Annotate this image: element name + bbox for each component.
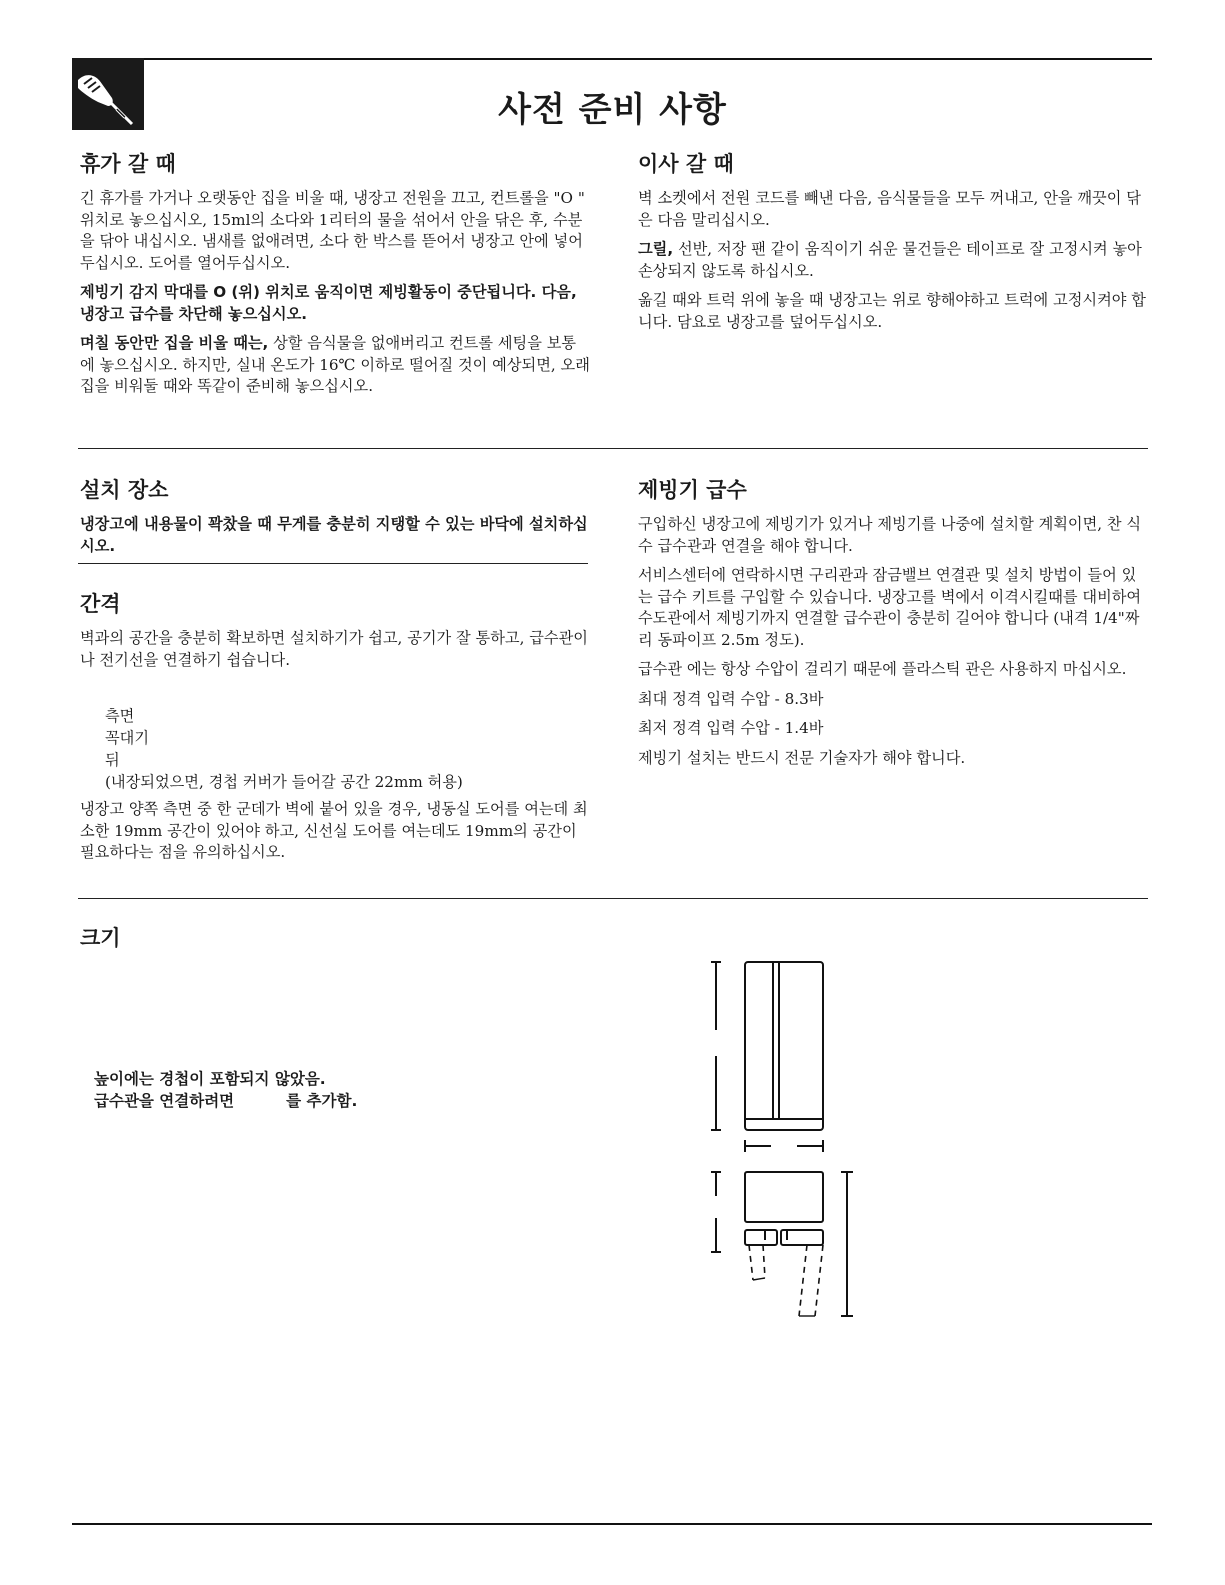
clearance-paragraph-1: 벽과의 공간을 충분히 확보하면 설치하기가 쉽고, 공기가 잘 통하고, 급수관이나 전기선을 연결하기 쉽습니다. [80, 629, 588, 669]
clearance-paragraph-2: 냉장고 양쪽 측면 중 한 군데가 벽에 붙어 있을 경우, 냉동실 도어를 여는데 최소한 19mm 공간이 있어야 하고, 신선실 도어를 여는데도 19mm의 공간이 필요하다는 점을 유의하십시오. [80, 800, 588, 861]
refrigerator-dimension-diagram [705, 950, 865, 1320]
vacation-paragraph-3 [80, 333, 590, 398]
moving-paragraph-2 [638, 239, 1148, 282]
icemaker-paragraph-1: 구입하신 냉장고에 제빙기가 있거나 제빙기를 나중에 설치할 계획이면, 찬 식수 급수관과 연결을 해야 합니다. [638, 515, 1142, 555]
section-divider-2 [78, 898, 1148, 899]
location-heading: 설치 장소 [80, 478, 169, 502]
clearance-item-note: (내장되었으면, 경첩 커버가 들어갈 공간 22mm 허용) [105, 773, 463, 791]
vacation-paragraph-3-lead: 며칠 동안만 집을 비울 때는, [80, 334, 269, 352]
top-rule [72, 58, 1152, 60]
clearance-heading: 간격 [80, 592, 121, 616]
dimensions-note [94, 1068, 357, 1112]
moving-paragraph-1: 벽 소켓에서 전원 코드를 빼낸 다음, 음식물들을 모두 꺼내고, 안을 깨끗이 닦은 다음 말리십시오. [638, 189, 1141, 229]
vacation-paragraph-3-body: 상할 음식물을 없애버리고 컨트롤 세팅을 보통에 놓으십시오. 하지만, 실내 온도가 16℃ 이하로 떨어질 것이 예상되면, 오래 집을 비워둘 때와 똑같이 준비해 놓으십시오. [80, 334, 590, 395]
dimensions-section [80, 922, 590, 962]
icemaker-install-note: 제빙기 설치는 반드시 전문 기술자가 해야 합니다. [638, 748, 966, 767]
vacation-paragraph-1: 긴 휴가를 가거나 오랫동안 집을 비울 때, 냉장고 전원을 끄고, 컨트롤을 "O " 위치로 놓으십시오, 15ml의 소다와 1리터의 물을 섞어서 안을 닦은 후, 수분을 닦아 내십시오. 냄새를 없애려면, 소다 한 박스를 뜯어서 냉장고 안에 넣어 두십시오. 도어를 열어두십시오. [80, 189, 585, 272]
dimensions-note-water-a: 급수관을 연결하려면 [94, 1092, 235, 1110]
vacation-heading: 휴가 갈 때 [80, 152, 176, 176]
moving-paragraph-3: 옮길 때와 트럭 위에 놓을 때 냉장고는 위로 향해야하고 트럭에 고정시켜야 합니다. 담요로 냉장고를 덮어두십시오. [638, 291, 1146, 331]
clearance-item-top: 꼭대기 [105, 729, 150, 747]
location-paragraph: 냉장고에 내용물이 꽉찼을 때 무게를 충분히 지탱할 수 있는 바닥에 설치하십시오. [80, 515, 588, 555]
dimensions-note-water-b: 를 추가함. [286, 1092, 358, 1110]
dimensions-heading: 크기 [80, 926, 121, 950]
clearance-item-side: 측면 [105, 707, 135, 725]
icemaker-max-pressure: 최대 정격 입력 수압 - 8.3바 [638, 689, 824, 708]
clearance-item-back: 뒤 [105, 751, 120, 769]
clearance-section [80, 588, 590, 872]
bottom-rule [72, 1523, 1152, 1525]
icemaker-min-pressure: 최저 정격 입력 수압 - 1.4바 [638, 719, 824, 737]
section-divider-1 [78, 448, 1148, 449]
moving-paragraph-2-body: 선반, 저장 팬 같이 움직이기 쉬운 물건들은 테이프로 잘 고정시켜 놓아 손상되지 않도록 하십시오. [638, 240, 1142, 280]
moving-section [638, 148, 1148, 341]
page-title: 사전 준비 사항 [498, 90, 727, 130]
moving-paragraph-2-lead: 그릴, [638, 240, 674, 258]
icemaker-paragraph-2: 서비스센터에 연락하시면 구리관과 잠금밸브 연결관 및 설치 방법이 들어 있는 급수 키트를 구입할 수 있습니다. 냉장고를 벽에서 이격시킬때를 대비하여 수도관에서 제빙기까지 연결할 급수관이 충분히 길어야 합니다 (내격 1/4"짜리 동파이프 2.5m 정도). [638, 566, 1142, 649]
vacation-paragraph-2: 제빙기 감지 막대를 O (위) 위치로 움직이면 제빙활동이 중단됩니다. 다음, 냉장고 급수를 차단해 놓으십시오. [80, 283, 577, 323]
location-section [80, 474, 590, 565]
vacation-section [80, 148, 590, 406]
location-divider [78, 563, 588, 564]
icemaker-section [638, 474, 1148, 777]
dimensions-note-water [94, 1090, 357, 1112]
moving-heading: 이사 갈 때 [638, 152, 734, 176]
dimensions-note-hinge: 높이에는 경첩이 포함되지 않았음. [94, 1070, 326, 1088]
icemaker-heading: 제빙기 급수 [638, 478, 747, 502]
icemaker-paragraph-3: 급수관 에는 항상 수압이 걸리기 때문에 플라스틱 관은 사용하지 마십시오. [638, 660, 1127, 678]
